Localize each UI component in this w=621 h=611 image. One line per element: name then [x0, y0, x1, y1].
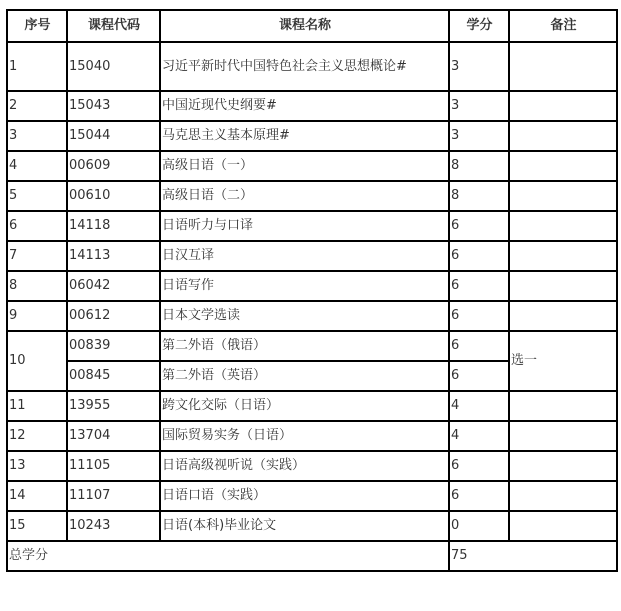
cell-code: 13704: [67, 421, 160, 451]
cell-code: 00845: [67, 361, 160, 391]
total-row: [7, 541, 617, 571]
cell-credit: 4: [449, 391, 509, 421]
cell-name: 日语听力与口译: [160, 211, 449, 241]
cell-no: 8: [7, 271, 67, 301]
cell-no: 14: [7, 481, 67, 511]
cell-credit: 8: [449, 181, 509, 211]
cell-credit: 6: [449, 451, 509, 481]
cell-credit: 6: [449, 241, 509, 271]
cell-remark: [509, 241, 617, 271]
header-code: 课程代码: [67, 10, 160, 42]
cell-code: 00839: [67, 331, 160, 361]
table-row: [7, 91, 617, 121]
cell-no: 5: [7, 181, 67, 211]
table-row: [7, 181, 617, 211]
cell-name: 第二外语（英语）: [160, 361, 449, 391]
cell-no: 2: [7, 91, 67, 121]
cell-name: 日语(本科)毕业论文: [160, 511, 449, 541]
cell-name: 马克思主义基本原理#: [160, 121, 449, 151]
cell-name: 日语写作: [160, 271, 449, 301]
cell-code: 11105: [67, 451, 160, 481]
total-label: 总学分: [7, 541, 449, 571]
cell-credit: 4: [449, 421, 509, 451]
cell-credit: 8: [449, 151, 509, 181]
cell-remark: [509, 271, 617, 301]
cell-code: 11107: [67, 481, 160, 511]
cell-name: 日语口语（实践）: [160, 481, 449, 511]
cell-code: 00612: [67, 301, 160, 331]
cell-remark: [509, 151, 617, 181]
cell-code: 15043: [67, 91, 160, 121]
cell-remark: [509, 301, 617, 331]
table-row: [7, 451, 617, 481]
cell-credit: 6: [449, 211, 509, 241]
header-no: 序号: [7, 10, 67, 42]
cell-code: 10243: [67, 511, 160, 541]
table-row: [7, 301, 617, 331]
cell-code: 15040: [67, 42, 160, 91]
cell-no: 4: [7, 151, 67, 181]
header-remark: 备注: [509, 10, 617, 42]
table-row: [7, 511, 617, 541]
cell-no: 3: [7, 121, 67, 151]
cell-no: 12: [7, 421, 67, 451]
table-row: [7, 331, 617, 361]
cell-code: 15044: [67, 121, 160, 151]
header-row: [7, 10, 617, 42]
cell-credit: 3: [449, 42, 509, 91]
cell-name: 国际贸易实务（日语）: [160, 421, 449, 451]
cell-remark: [509, 42, 617, 91]
cell-remark: [509, 91, 617, 121]
cell-name: 中国近现代史纲要#: [160, 91, 449, 121]
cell-credit: 6: [449, 271, 509, 301]
cell-no: 13: [7, 451, 67, 481]
cell-credit: 6: [449, 331, 509, 361]
cell-name: 日语高级视听说（实践）: [160, 451, 449, 481]
total-credit: 75: [449, 541, 617, 571]
cell-name: 习近平新时代中国特色社会主义思想概论#: [160, 42, 449, 91]
table-row: [7, 151, 617, 181]
cell-remark: [509, 481, 617, 511]
cell-credit: 6: [449, 301, 509, 331]
cell-credit: 6: [449, 361, 509, 391]
cell-remark: [509, 451, 617, 481]
table-row: [7, 271, 617, 301]
cell-credit: 3: [449, 121, 509, 151]
cell-no: 1: [7, 42, 67, 91]
table-row: [7, 481, 617, 511]
cell-remark: [509, 391, 617, 421]
cell-no: 9: [7, 301, 67, 331]
cell-no: 11: [7, 391, 67, 421]
table-row: [7, 121, 617, 151]
cell-credit: 3: [449, 91, 509, 121]
table-row: [7, 241, 617, 271]
cell-remark: [509, 421, 617, 451]
cell-credit: 0: [449, 511, 509, 541]
cell-remark: [509, 121, 617, 151]
table-row: [7, 391, 617, 421]
cell-no: 10: [7, 331, 67, 391]
cell-code: 00610: [67, 181, 160, 211]
cell-credit: 6: [449, 481, 509, 511]
cell-name: 日本文学选读: [160, 301, 449, 331]
cell-remark: [509, 511, 617, 541]
cell-no: 6: [7, 211, 67, 241]
cell-code: 06042: [67, 271, 160, 301]
cell-name: 高级日语（一）: [160, 151, 449, 181]
header-name: 课程名称: [160, 10, 449, 42]
table-row: [7, 421, 617, 451]
cell-code: 00609: [67, 151, 160, 181]
cell-remark: [509, 211, 617, 241]
cell-name: 日汉互译: [160, 241, 449, 271]
table-row: [7, 42, 617, 91]
cell-no: 15: [7, 511, 67, 541]
table-row: [7, 211, 617, 241]
header-credit: 学分: [449, 10, 509, 42]
cell-no: 7: [7, 241, 67, 271]
cell-remark: [509, 181, 617, 211]
cell-code: 14118: [67, 211, 160, 241]
cell-remark-choose-one: 选一: [509, 331, 617, 391]
cell-name: 第二外语（俄语）: [160, 331, 449, 361]
cell-name: 高级日语（二）: [160, 181, 449, 211]
cell-name: 跨文化交际（日语）: [160, 391, 449, 421]
course-table: [6, 9, 618, 572]
cell-code: 14113: [67, 241, 160, 271]
cell-code: 13955: [67, 391, 160, 421]
